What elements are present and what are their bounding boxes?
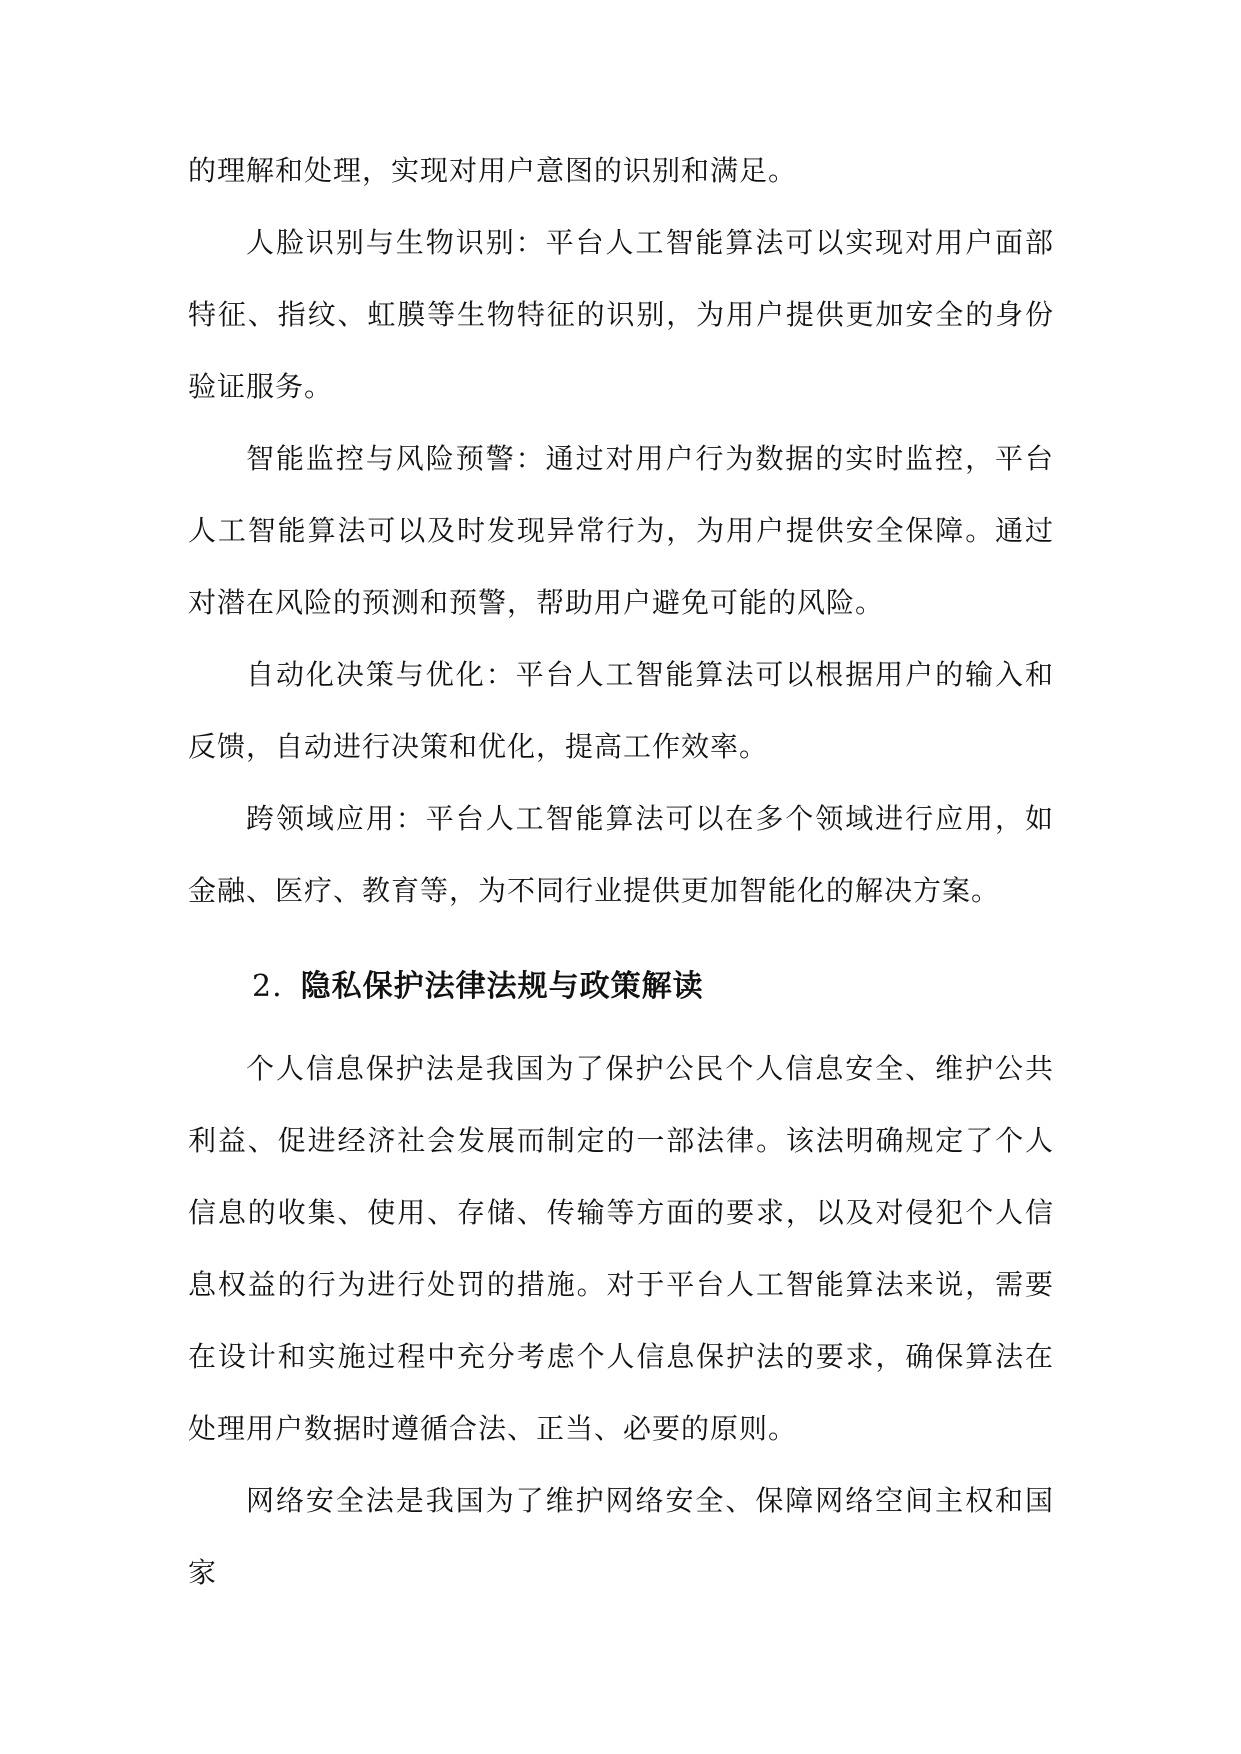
document-page xyxy=(188,135,1054,1609)
paragraph-face-recognition: 人脸识别与生物识别：平台人工智能算法可以实现对用户面部特征、指纹、虹膜等生物特征的识别，为用户提供更加安全的身份验证服务。 xyxy=(188,226,1054,403)
section-number: 2. xyxy=(252,969,283,1004)
paragraph-automated-decision: 自动化决策与优化：平台人工智能算法可以根据用户的输入和反馈，自动进行决策和优化，提高工作效率。 xyxy=(188,658,1054,763)
section-title: 隐私保护法律法规与政策解读 xyxy=(300,969,704,1004)
paragraph-continuation: 的理解和处理，实现对用户意图的识别和满足。 xyxy=(188,154,798,187)
paragraph-cybersecurity-law: 网络安全法是我国为了维护网络安全、保障网络空间主权和国家 xyxy=(188,1484,1054,1589)
section-heading xyxy=(188,951,1054,1023)
paragraph-cross-domain: 跨领域应用：平台人工智能算法可以在多个领域进行应用，如金融、医疗、教育等，为不同行业提供更加智能化的解决方案。 xyxy=(188,802,1054,907)
paragraph-smart-monitoring: 智能监控与风险预警：通过对用户行为数据的实时监控，平台人工智能算法可以及时发现异常行为，为用户提供安全保障。通过对潜在风险的预测和预警，帮助用户避免可能的风险。 xyxy=(188,442,1054,619)
paragraph-personal-info-law: 个人信息保护法是我国为了保护公民个人信息安全、维护公共利益、促进经济社会发展而制定的一部法律。该法明确规定了个人信息的收集、使用、存储、传输等方面的要求，以及对侵犯个人信息权益的行为进行处罚的措施。对于平台人工智能算法来说，需要在设计和实施过程中充分考虑个人信息保护法的要求，确保算法在处理用户数据时遵循合法、正当、必要的原则。 xyxy=(188,1052,1054,1445)
